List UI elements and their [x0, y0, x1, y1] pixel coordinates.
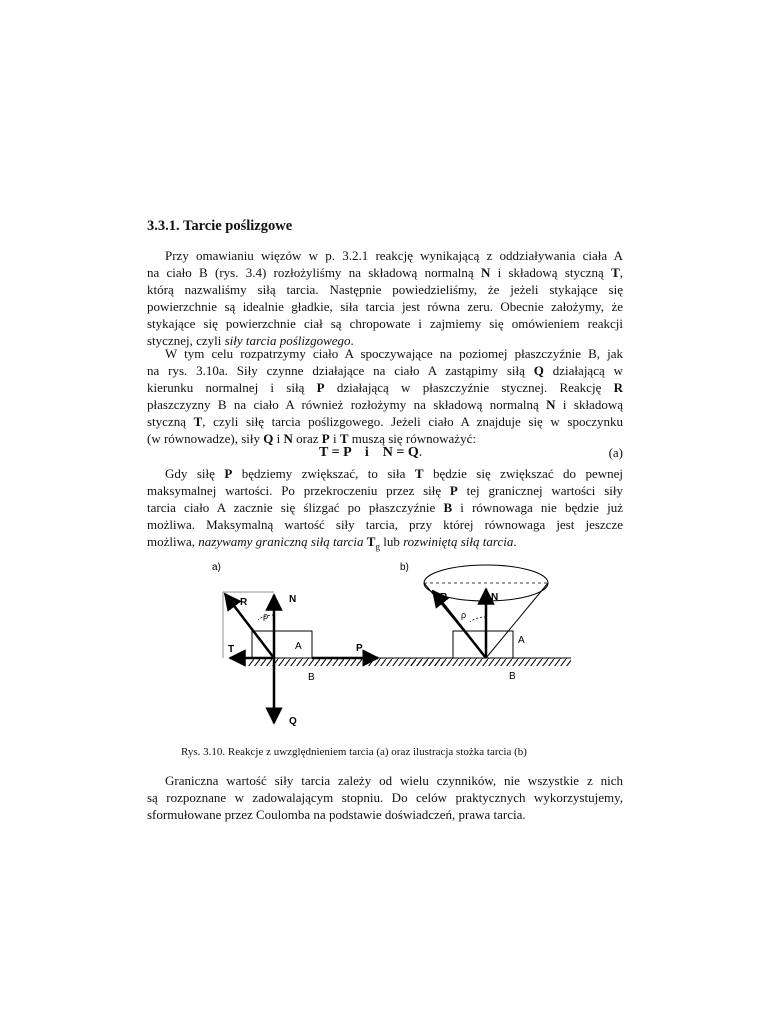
paragraph-1 — [147, 247, 623, 349]
text-line: powierzchnie są idealnie gładkie, siła tarcia jest równa zeru. Obecnie założymy, że — [147, 299, 623, 314]
figure-3-10 — [200, 555, 580, 740]
paragraph-3 — [147, 465, 623, 550]
diagram-a-label: a) — [212, 562, 221, 573]
text-line: sformułowane przez Coulomba na podstawie doświadczeń, prawa tarcia. — [147, 807, 526, 822]
text-line: są rozpoznane w zadowalającym stopniu. Do celów praktycznych wykorzystujemy, — [147, 790, 623, 805]
figure-svg — [200, 555, 580, 740]
label-B: B — [509, 671, 516, 682]
document-page — [147, 0, 623, 1024]
text-line: maksymalnej wartości. Po przekroczeniu przez siłę P tej granicznej wartości siły — [147, 483, 623, 498]
label-rho: ρ — [461, 610, 467, 620]
angle-arc — [470, 617, 486, 622]
text-line: na rys. 3.10a. Siły czynne działające na ciało A zastąpimy siłą Q działającą w — [147, 363, 623, 378]
label-A: A — [518, 635, 525, 646]
text-line: Gdy siłę P będziemy zwiększać, to siła T będzie się zwiększać do pewnej — [165, 466, 623, 481]
label-N: N — [289, 594, 297, 605]
paragraph-4 — [147, 772, 623, 823]
diagram-a — [212, 562, 443, 727]
text-line: styczną T, czyli siłę tarcia poślizgowego. Jeżeli ciało A znajduje się w spoczynku — [147, 414, 624, 429]
text-line: tarcia ciało A zacznie się ślizgać po płaszczyźnie B i równowaga nie będzie już — [147, 500, 623, 515]
diagram-b — [400, 562, 571, 682]
diagram-b-label: b) — [400, 562, 409, 573]
label-N: N — [491, 592, 499, 603]
text-line: stycznej, czyli siły tarcia poślizgowego. — [147, 333, 354, 348]
section-heading: 3.3.1. Tarcie poślizgowe — [147, 218, 293, 234]
figure-caption: Rys. 3.10. Reakcje z uwzględnieniem tarcia (a) oraz ilustracja stożka tarcia (b) — [181, 746, 527, 758]
text-line: którą nazwaliśmy siłą tarcia. Następnie powiedzieliśmy, że jeżeli stykające się — [147, 282, 623, 297]
text-line: na ciało B (rys. 3.4) rozłożyliśmy na składową normalną N i składową styczną T, — [147, 265, 623, 280]
text-line: stykające się powierzchnie ciał są chropowate i zajmiemy się omówieniem reakcji — [147, 316, 623, 331]
paragraph-2 — [147, 345, 623, 447]
text-line: kierunku normalnej i siłą P działającą w płaszczyźnie stycznej. Reakcję R — [147, 380, 623, 395]
equation-a — [147, 445, 623, 463]
label-P: P — [356, 643, 363, 654]
label-rho: ρ — [263, 611, 269, 621]
body-a — [252, 631, 312, 658]
text-line: W tym celu rozpatrzymy ciało A spoczywające na poziomej płaszczyźnie B, jak — [165, 346, 623, 361]
text-line: Graniczna wartość siły tarcia zależy od wielu czynników, nie wszystkie z nich — [165, 773, 623, 788]
text-line: możliwa, nazywamy graniczną siłą tarcia $T_g$ lub rozwiniętą siłą tarcia. — [147, 534, 517, 552]
label-B: B — [308, 672, 315, 683]
text-line: płaszczyzny B na ciało A również rozłożymy na składową normalną N i składową — [147, 397, 623, 412]
label-T: T — [228, 644, 235, 655]
label-R: R — [240, 597, 248, 608]
text-line: Przy omawianiu więzów w p. 3.2.1 reakcję wynikającą z oddziaływania ciała A — [165, 248, 623, 263]
equation-text: T = P i N = Q. — [319, 445, 423, 460]
label-R: R — [440, 592, 448, 603]
label-A: A — [295, 641, 302, 652]
equation-number: (a) — [608, 445, 623, 460]
label-Q: Q — [289, 716, 297, 727]
text-line: (w równowadze), siły Q i N oraz P i T muszą się równoważyć: — [147, 431, 476, 446]
text-line: możliwa. Maksymalną wartość siły tarcia, przy której równowaga jest jeszcze — [147, 517, 623, 532]
ground-hatch — [411, 658, 571, 666]
